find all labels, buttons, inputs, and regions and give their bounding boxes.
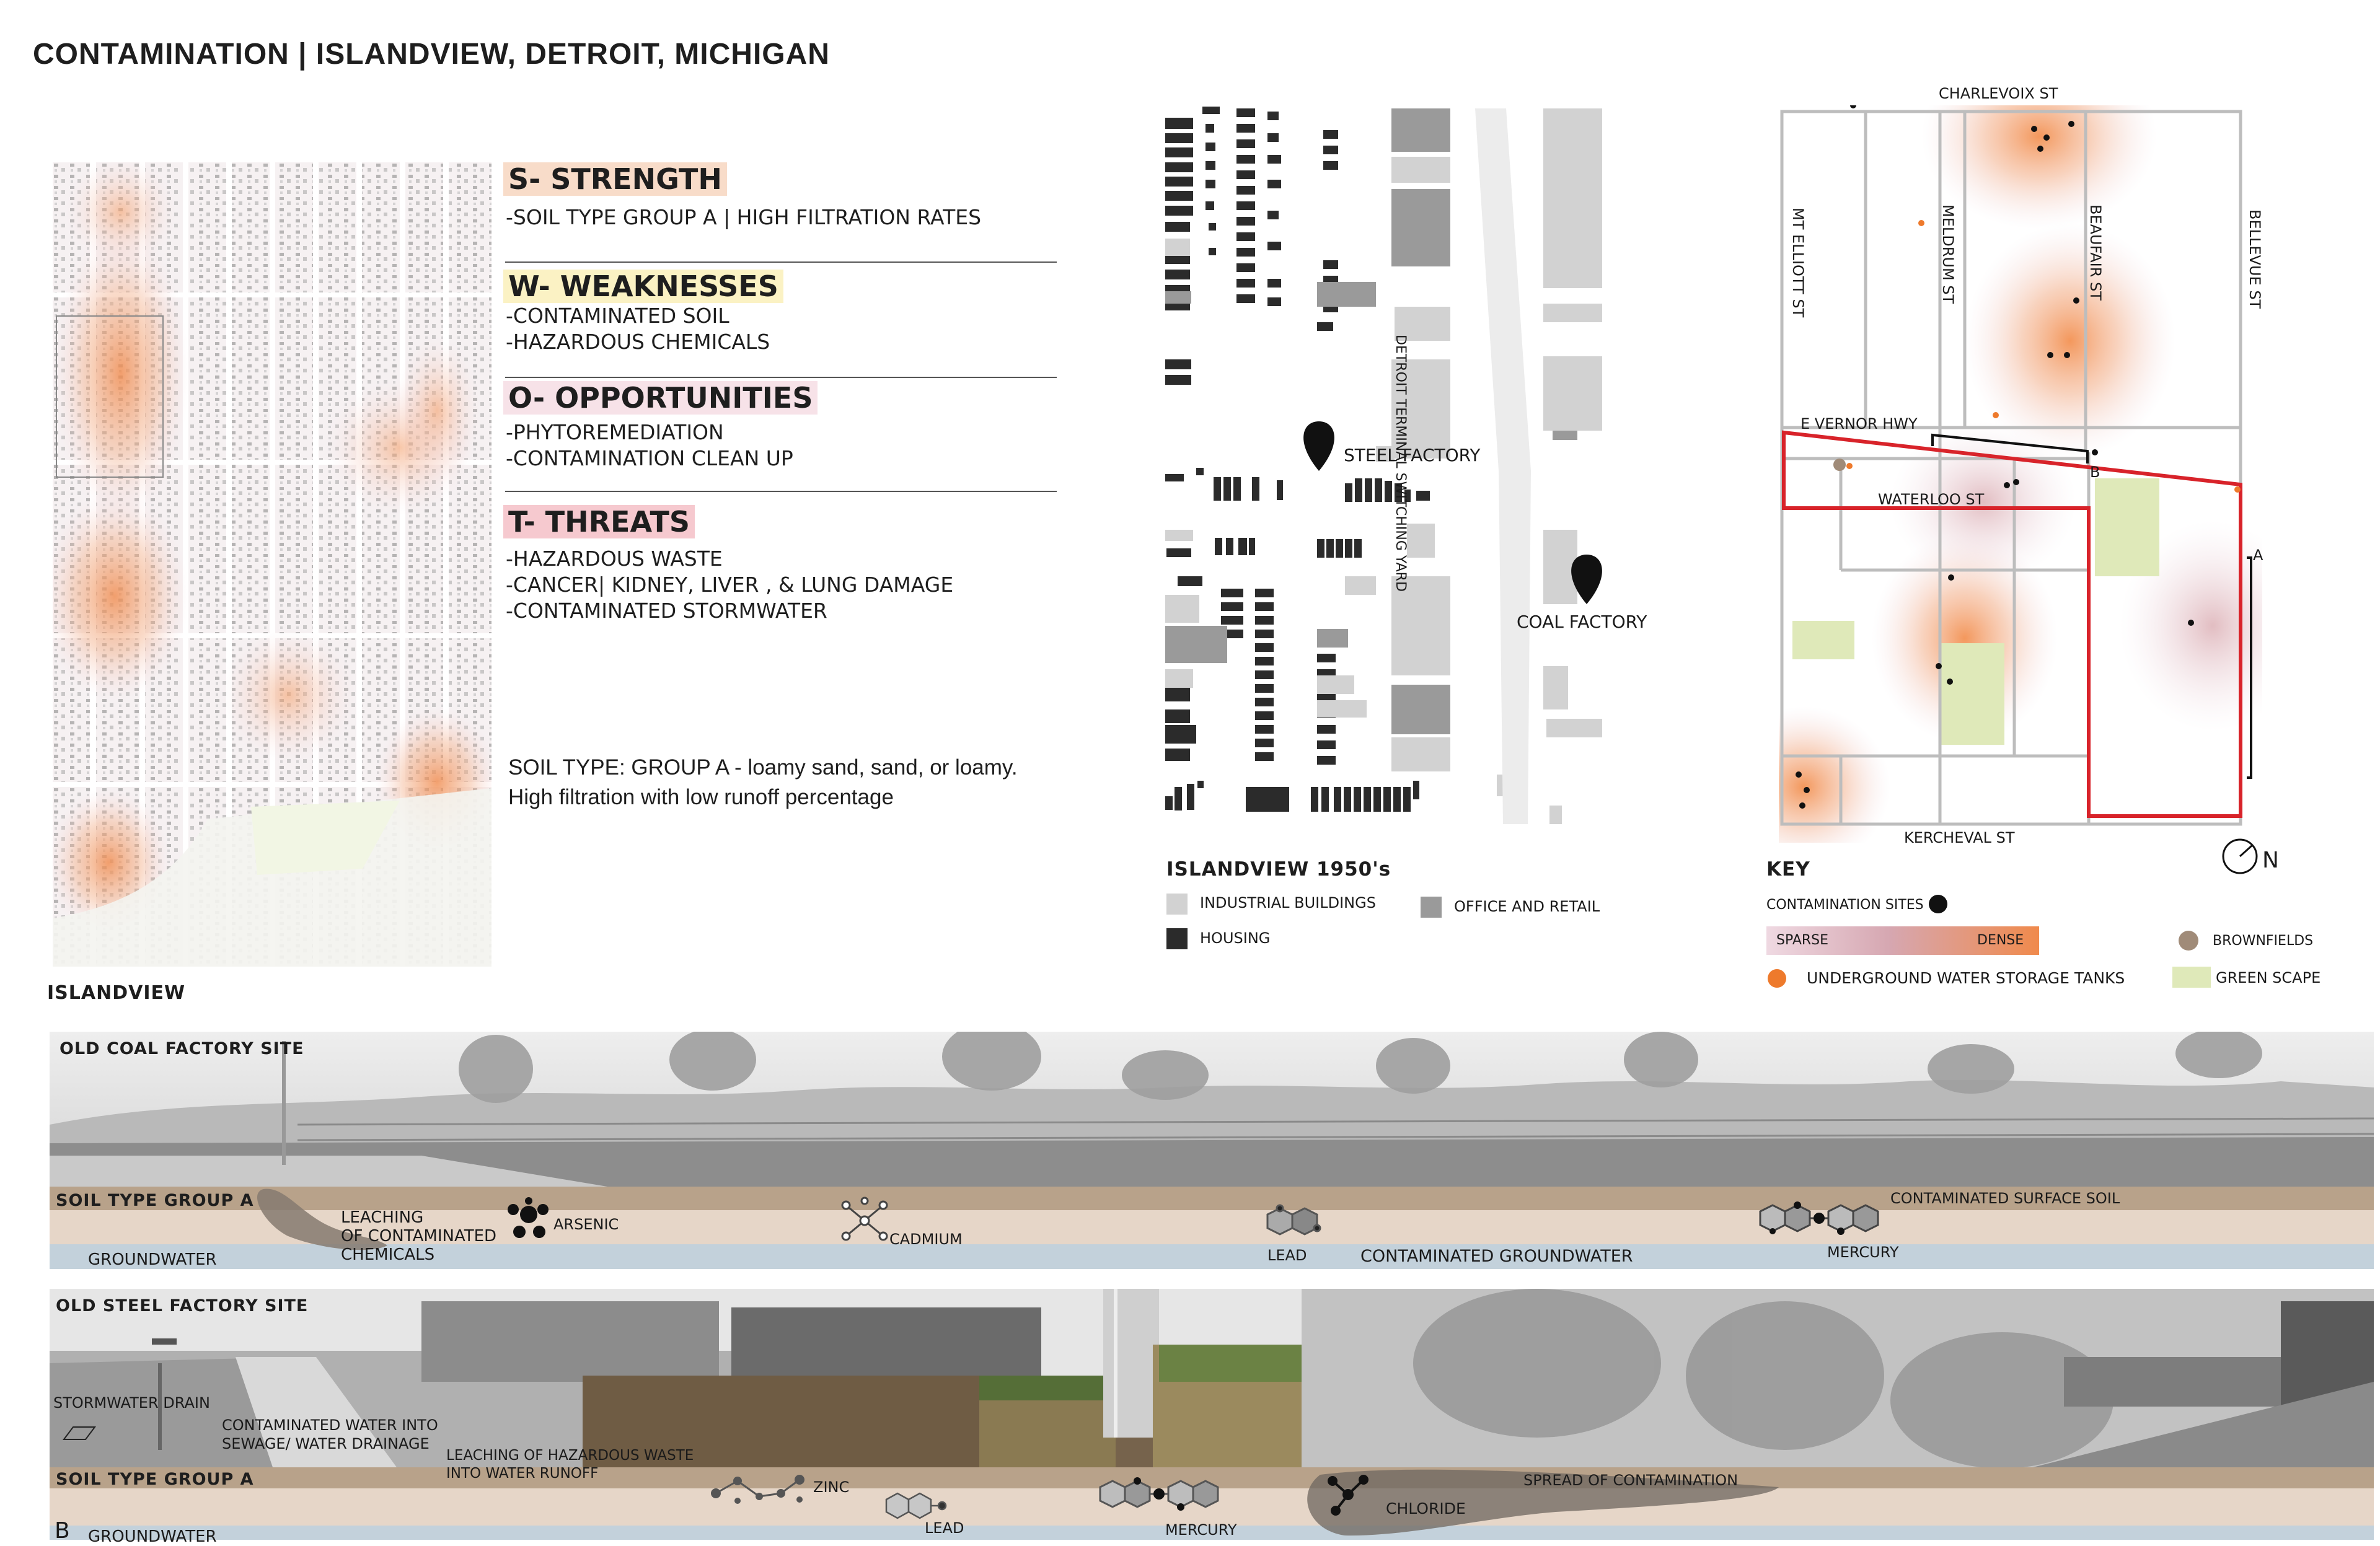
swot-strength <box>503 162 1061 231</box>
swot-weaknesses-item: -HAZARDOUS CHEMICALS <box>506 330 770 354</box>
soil-note <box>508 753 1018 812</box>
key-contamination-sites: CONTAMINATION SITES <box>1766 897 1924 913</box>
swot-opportunities <box>503 381 1061 472</box>
housing-swatch <box>1166 928 1188 949</box>
brownfield-icon <box>2179 931 2198 951</box>
railyard-label: DETROIT TERMINAL SWITCHING YARD <box>1393 335 1408 592</box>
industrial-swatch <box>1166 894 1188 915</box>
swot-threats-item: -CANCER| KIDNEY, LIVER , & LUNG DAMAGE <box>506 573 954 597</box>
section-b-letter: B <box>55 1518 70 1544</box>
chloride-molecule-icon <box>1320 1469 1376 1521</box>
street-waterloo: WATERLOO ST <box>1878 491 1985 508</box>
legend-office: OFFICE AND RETAIL <box>1454 898 1600 915</box>
swot-opportunities-item: -PHYTOREMEDIATION <box>506 420 724 444</box>
contaminated-water-line1: CONTAMINATED WATER INTO <box>222 1416 438 1434</box>
swot-threats-item: -HAZARDOUS WASTE <box>506 547 723 571</box>
lead-molecule-icon <box>1255 1202 1329 1249</box>
contaminated-water-label <box>222 1416 438 1453</box>
site-contamination-map <box>1779 105 2262 843</box>
hazardous-waste-label <box>446 1447 694 1483</box>
islandview-heat-map <box>53 162 491 967</box>
soil-note-line2: High filtration with low runoff percentage <box>508 785 894 809</box>
north-arrow-icon <box>2220 837 2260 879</box>
contamination-site-icon <box>1929 895 1947 913</box>
surface-soil-label: CONTAMINATED SURFACE SOIL <box>1890 1190 2120 1207</box>
swot-divider <box>505 377 1057 378</box>
section-marker-a: A <box>2253 547 2263 564</box>
steel-site-label: OLD STEEL FACTORY SITE <box>56 1296 309 1315</box>
arsenic-label: ARSENIC <box>553 1216 619 1233</box>
steel-soil-label: SOIL TYPE GROUP A <box>56 1470 254 1489</box>
contaminated-water-line2: SEWAGE/ WATER DRAINAGE <box>222 1435 430 1452</box>
legend-industrial: INDUSTRIAL BUILDINGS <box>1200 894 1376 911</box>
water-tank-icon <box>1768 969 1786 988</box>
swot-divider <box>505 261 1057 263</box>
north-label: N <box>2262 848 2279 873</box>
key-sparse: SPARSE <box>1776 933 1829 948</box>
contaminated-groundwater-label: CONTAMINATED GROUNDWATER <box>1360 1247 1633 1266</box>
street-vernor: E VERNOR HWY <box>1800 415 1918 433</box>
swot-strength-heading: S- STRENGTH <box>503 162 727 196</box>
coal-site-label: OLD COAL FACTORY SITE <box>60 1039 304 1058</box>
leaching-line3: CHEMICALS <box>341 1245 435 1264</box>
stormwater-label: STORMWATER DRAIN <box>53 1394 210 1412</box>
swot-opportunities-heading: O- OPPORTUNITIES <box>503 381 818 415</box>
coal-soil-label: SOIL TYPE GROUP A <box>56 1191 254 1210</box>
street-kercheval: KERCHEVAL ST <box>1904 829 2015 846</box>
islandview-map-label: ISLANDVIEW <box>47 982 186 1004</box>
swot-threats-heading: T- THREATS <box>503 505 695 538</box>
mercury-label: MERCURY <box>1827 1244 1899 1261</box>
cadmium-label: CADMIUM <box>889 1231 963 1248</box>
coal-factory-label: COAL FACTORY <box>1517 612 1647 632</box>
arsenic-molecule-icon <box>501 1196 557 1249</box>
cadmium-molecule-icon <box>834 1196 896 1249</box>
section-marker-b: B <box>2090 463 2100 481</box>
leaching-line1: LEACHING <box>341 1208 424 1227</box>
office-swatch <box>1421 897 1442 918</box>
coal-site-photo <box>50 1032 2374 1187</box>
zinc-molecule-icon <box>707 1469 818 1515</box>
steel-lead-label: LEAD <box>925 1519 964 1537</box>
soil-note-line1: SOIL TYPE: GROUP A - loamy sand, sand, or loamy. <box>508 755 1018 780</box>
hazardous-line1: LEACHING OF HAZARDOUS WASTE <box>446 1447 694 1464</box>
coal-groundwater-label: GROUNDWATER <box>88 1250 217 1269</box>
key-greenscape: GREEN SCAPE <box>2216 969 2321 986</box>
key-title: KEY <box>1766 858 1810 881</box>
street-bellevue: BELLEVUE ST <box>2246 209 2263 309</box>
key-brownfields: BROWNFIELDS <box>2213 933 2314 949</box>
chloride-label: CHLORIDE <box>1386 1500 1466 1517</box>
stormwater-drain-icon <box>61 1424 98 1446</box>
hazardous-line2: INTO WATER RUNOFF <box>446 1465 599 1482</box>
historic-map-caption: ISLANDVIEW 1950's <box>1166 858 1391 881</box>
swot-threats-item: -CONTAMINATED STORMWATER <box>506 599 827 623</box>
steel-factory-label: STEEL FACTORY <box>1344 445 1481 465</box>
mercury-molecule-icon <box>1748 1193 1890 1252</box>
swot-threats <box>503 505 1061 624</box>
swot-weaknesses-item: -CONTAMINATED SOIL <box>506 304 729 328</box>
page-title: CONTAMINATION | ISLANDVIEW, DETROIT, MICHIGAN <box>33 38 830 71</box>
key-dense: DENSE <box>1977 933 2024 948</box>
greenscape-swatch <box>2172 967 2211 988</box>
spread-label: SPREAD OF CONTAMINATION <box>1523 1472 1739 1489</box>
leaching-label <box>341 1208 496 1264</box>
swot-weaknesses-heading: W- WEAKNESSES <box>503 270 783 303</box>
swot-weaknesses <box>503 270 1061 355</box>
swot-strength-item: -SOIL TYPE GROUP A | HIGH FILTRATION RATES <box>506 205 982 229</box>
steel-mercury-molecule-icon <box>1091 1469 1227 1527</box>
street-charlevoix: CHARLEVOIX ST <box>1939 85 2058 102</box>
leaching-line2: OF CONTAMINATED <box>341 1227 497 1245</box>
street-beaufair: BEAUFAIR ST <box>2087 204 2104 301</box>
swot-opportunities-item: -CONTAMINATION CLEAN UP <box>506 446 793 470</box>
steel-groundwater-label: GROUNDWATER <box>88 1527 217 1546</box>
legend-housing: HOUSING <box>1200 929 1271 947</box>
swot-divider <box>505 491 1057 492</box>
steel-mercury-label: MERCURY <box>1165 1521 1237 1539</box>
coal-lead-label: LEAD <box>1267 1247 1307 1264</box>
zinc-label: ZINC <box>813 1478 850 1496</box>
key-water-tanks: UNDERGROUND WATER STORAGE TANKS <box>1807 969 2125 987</box>
street-meldrum: MELDRUM ST <box>1939 204 1957 304</box>
street-mt-elliott: MT ELLIOTT ST <box>1789 208 1807 318</box>
